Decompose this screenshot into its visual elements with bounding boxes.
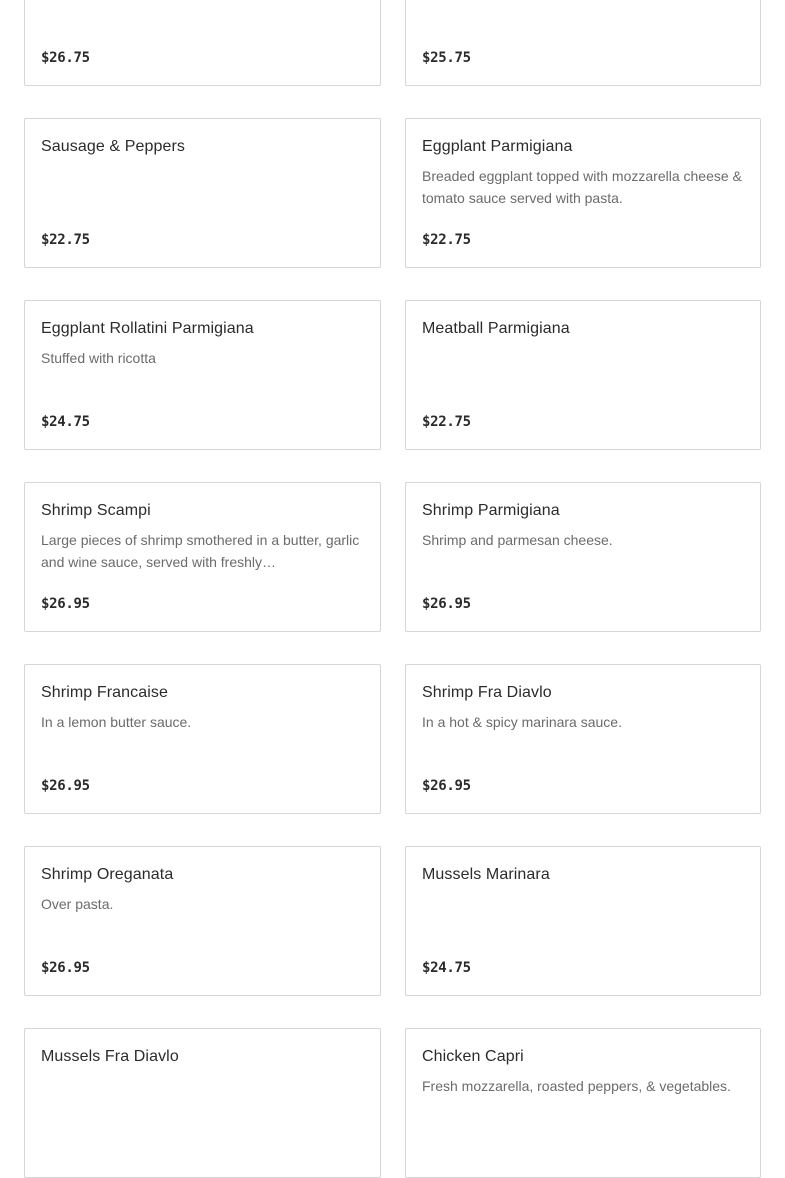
menu-item-name: Shrimp Francaise: [41, 684, 168, 701]
menu-item-card[interactable]: [405, 300, 761, 450]
menu-item-card[interactable]: [24, 0, 381, 86]
menu-item-name: Shrimp Fra Diavlo: [422, 684, 552, 701]
menu-item-price: $24.75: [41, 414, 90, 430]
menu-item-price: $22.75: [422, 232, 471, 248]
menu-item-description: Large pieces of shrimp smothered in a butter, garlic and wine sauce, served with freshly…: [41, 532, 360, 570]
menu-item-price: $26.95: [41, 960, 90, 976]
menu-item-card[interactable]: [24, 846, 381, 996]
menu-item-name: Eggplant Parmigiana: [422, 138, 573, 155]
menu-item-description: In a hot & spicy marinara sauce.: [422, 714, 622, 730]
menu-item-name: Shrimp Scampi: [41, 502, 151, 519]
menu-item-name: Mussels Marinara: [422, 866, 550, 883]
menu-item-name: Sausage & Peppers: [41, 138, 186, 155]
menu-item-name: Shrimp Parmigiana: [422, 502, 560, 519]
menu-item-description: Over pasta.: [41, 896, 114, 912]
menu-item-card[interactable]: [405, 664, 761, 814]
menu-item-card[interactable]: [24, 1028, 381, 1178]
menu-item-card[interactable]: [405, 118, 761, 268]
menu-item-card[interactable]: [24, 664, 381, 814]
menu-item-price: $24.75: [422, 960, 471, 976]
menu-item-description: Stuffed with ricotta: [41, 350, 156, 366]
menu-item-price: $25.75: [422, 50, 471, 66]
menu-item-card[interactable]: [405, 482, 761, 632]
menu-item-price: $22.75: [422, 414, 471, 430]
menu-item-card[interactable]: [24, 300, 381, 450]
menu-item-card[interactable]: [405, 846, 761, 996]
menu-item-price: $22.75: [41, 232, 90, 248]
menu-item-description: Fresh mozzarella, roasted peppers, & vegetables.: [422, 1078, 731, 1094]
menu-item-description: In a lemon butter sauce.: [41, 714, 192, 730]
menu-item-name: Eggplant Rollatini Parmigiana: [41, 320, 254, 337]
menu-item-description: Breaded eggplant topped with mozzarella cheese & tomato sauce served with pasta.: [422, 168, 742, 206]
menu-item-name: Mussels Fra Diavlo: [41, 1048, 179, 1065]
menu-item-price: $26.75: [41, 50, 90, 66]
menu-item-card[interactable]: [405, 0, 761, 86]
menu-item-card[interactable]: [24, 482, 381, 632]
menu-items-grid: [24, 0, 761, 1178]
menu-item-price: $26.95: [41, 778, 90, 794]
menu-item-name: Chicken Capri: [422, 1048, 524, 1065]
menu-item-card[interactable]: [24, 118, 381, 268]
menu-item-card[interactable]: [405, 1028, 761, 1178]
menu-item-description: Shrimp and parmesan cheese.: [422, 532, 613, 548]
menu-item-name: Meatball Parmigiana: [422, 320, 570, 337]
menu-item-price: $26.95: [422, 596, 471, 612]
menu-item-name: Shrimp Oreganata: [41, 866, 174, 883]
menu-item-price: $26.95: [41, 596, 90, 612]
menu-item-price: $26.95: [422, 778, 471, 794]
